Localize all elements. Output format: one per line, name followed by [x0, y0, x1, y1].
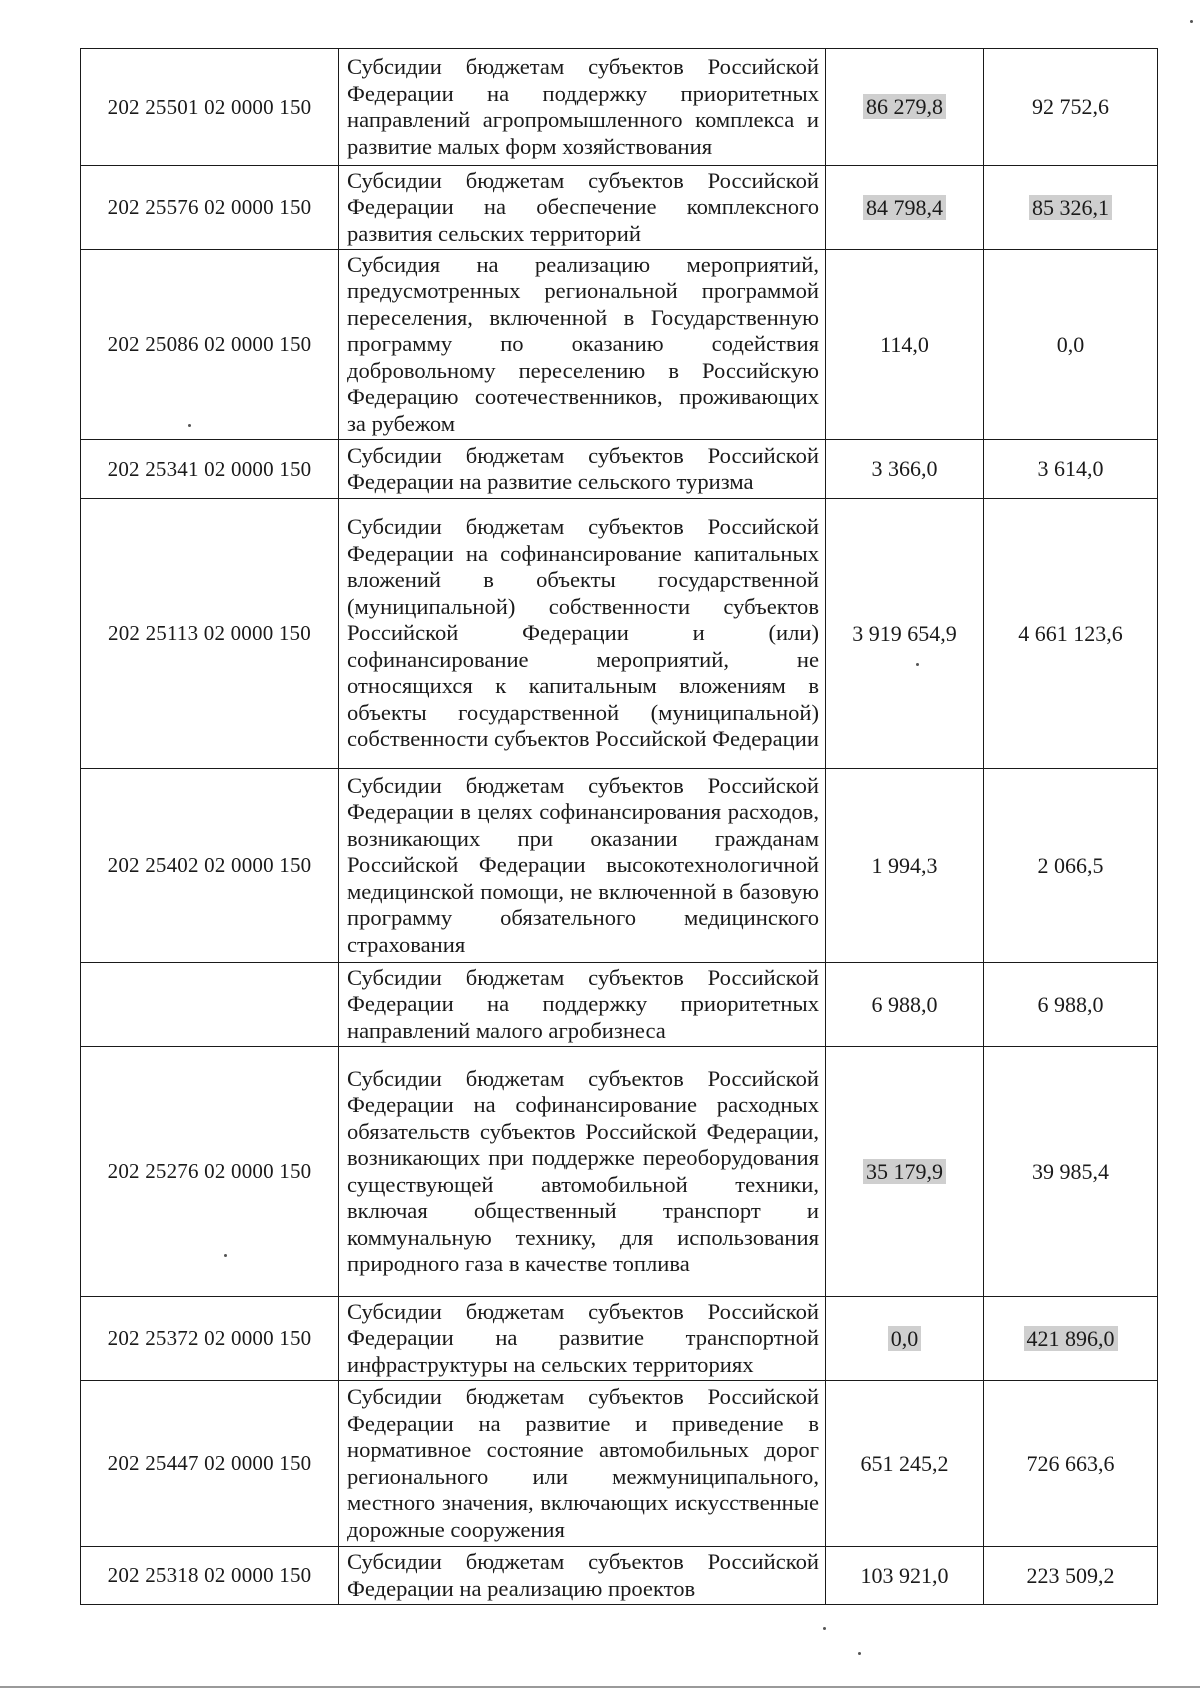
value-year2: 726 663,6 — [1026, 1450, 1115, 1476]
value-year1: 84 798,4 — [863, 195, 946, 220]
budget-table-wrap — [80, 48, 1158, 1605]
budget-subsidies-table — [80, 48, 1158, 1605]
value-year1-cell — [826, 1381, 984, 1547]
value-year1: 114,0 — [880, 331, 929, 357]
scan-speck — [224, 1254, 227, 1257]
value-year1-cell — [826, 963, 984, 1047]
value-year1: 103 921,0 — [860, 1562, 949, 1588]
value-year2: 92 752,6 — [1032, 94, 1109, 119]
table-row — [81, 1297, 1158, 1381]
value-year1-cell — [826, 166, 984, 250]
value-year1-cell — [826, 499, 984, 769]
scan-speck — [916, 663, 919, 666]
value-year1-cell — [826, 49, 984, 166]
table-row — [81, 499, 1158, 769]
description-cell: Субсидии бюджетам субъектов Российской Федерации на софинансирование расходных обязательств субъектов Российской Федерации, возникающих при поддержке переоборудования существующей автомобильной техники, включая общественный транспорт и коммунальную технику, для использования природного газа в качестве топлива — [339, 1047, 826, 1297]
value-year2: 2 066,5 — [1037, 852, 1104, 878]
value-year2: 0,0 — [1056, 331, 1085, 357]
scan-speck — [823, 1627, 826, 1630]
description-cell: Субсидии бюджетам субъектов Российской Федерации на реализацию проектов — [339, 1547, 826, 1605]
value-year1: 35 179,9 — [863, 1159, 946, 1184]
value-year1-cell — [826, 440, 984, 499]
value-year2: 6 988,0 — [1037, 991, 1104, 1017]
value-year1-cell — [826, 1297, 984, 1381]
value-year1-cell — [826, 1047, 984, 1297]
description-cell: Субсидии бюджетам субъектов Российской Федерации на развитие сельского туризма — [339, 440, 826, 499]
value-year2-cell — [984, 963, 1158, 1047]
description-cell: Субсидии бюджетам субъектов Российской Федерации на поддержку приоритетных направлений малого агробизнеса — [339, 963, 826, 1047]
value-year1: 0,0 — [888, 1326, 922, 1351]
budget-code-cell: 202 25113 02 0000 150 — [81, 499, 339, 769]
table-row — [81, 1547, 1158, 1605]
value-year2-cell — [984, 440, 1158, 499]
value-year2-cell — [984, 166, 1158, 250]
budget-code-cell — [81, 963, 339, 1047]
budget-code-cell: 202 25276 02 0000 150 — [81, 1047, 339, 1297]
value-year2-cell — [984, 250, 1158, 440]
value-year1: 3 919 654,9 — [852, 620, 957, 646]
budget-code-cell: 202 25447 02 0000 150 — [81, 1381, 339, 1547]
value-year2: 223 509,2 — [1026, 1562, 1115, 1588]
budget-code-cell: 202 25086 02 0000 150 — [81, 250, 339, 440]
budget-code-cell: 202 25402 02 0000 150 — [81, 769, 339, 963]
budget-code-cell: 202 25576 02 0000 150 — [81, 166, 339, 250]
table-row — [81, 1381, 1158, 1547]
description-cell: Субсидия на реализацию мероприятий, предусмотренных региональной программой переселения, включенной в Государственную программу по оказанию содействия добровольному переселению в Российскую Федерацию соотечественников, проживающих за рубежом — [339, 250, 826, 440]
value-year2: 3 614,0 — [1037, 456, 1104, 481]
description-cell: Субсидии бюджетам субъектов Российской Федерации на софинансирование капитальных вложений в объекты государственной (муниципальной) собственности субъектов Российской Федерации и (или) софинансирование мероприятий, не относящихся к капитальным вложениям в объекты государственной (муниципальной) собственности субъектов Российской Федерации — [339, 499, 826, 769]
table-row — [81, 1047, 1158, 1297]
value-year1: 86 279,8 — [863, 94, 946, 119]
description-cell: Субсидии бюджетам субъектов Российской Федерации на поддержку приоритетных направлений агропромышленного комплекса и развитие малых форм хозяйствования — [339, 49, 826, 166]
table-row — [81, 963, 1158, 1047]
value-year2: 421 896,0 — [1024, 1326, 1118, 1351]
description-cell: Субсидии бюджетам субъектов Российской Федерации на развитие и приведение в нормативное состояние автомобильных дорог регионального или межмуниципального, местного значения, включающих искусственные дорожные сооружения — [339, 1381, 826, 1547]
scan-speck — [188, 424, 191, 427]
budget-code-cell: 202 25318 02 0000 150 — [81, 1547, 339, 1605]
table-row — [81, 440, 1158, 499]
table-row — [81, 49, 1158, 166]
table-row — [81, 166, 1158, 250]
value-year2-cell — [984, 49, 1158, 166]
value-year2-cell — [984, 499, 1158, 769]
value-year1: 651 245,2 — [860, 1450, 949, 1476]
scan-edge-line — [0, 1686, 1200, 1688]
budget-code-cell: 202 25372 02 0000 150 — [81, 1297, 339, 1381]
value-year2-cell — [984, 1381, 1158, 1547]
scan-speck — [1190, 20, 1193, 23]
budget-code-cell: 202 25341 02 0000 150 — [81, 440, 339, 499]
value-year2-cell — [984, 1047, 1158, 1297]
value-year2: 39 985,4 — [1032, 1158, 1109, 1184]
value-year1-cell — [826, 250, 984, 440]
description-cell: Субсидии бюджетам субъектов Российской Федерации на развитие транспортной инфраструктуры на сельских территориях — [339, 1297, 826, 1381]
table-body — [81, 49, 1158, 1605]
table-row — [81, 250, 1158, 440]
description-cell: Субсидии бюджетам субъектов Российской Федерации на обеспечение комплексного развития сельских территорий — [339, 166, 826, 250]
table-row — [81, 769, 1158, 963]
value-year1: 6 988,0 — [871, 991, 938, 1017]
description-cell: Субсидии бюджетам субъектов Российской Федерации в целях софинансирования расходов, возникающих при оказании гражданам Российской Федерации высокотехнологичной медицинской помощи, не включенной в базовую программу обязательного медицинского страхования — [339, 769, 826, 963]
scan-speck — [858, 1652, 861, 1655]
value-year1-cell — [826, 1547, 984, 1605]
value-year2: 85 326,1 — [1029, 195, 1112, 220]
value-year2-cell — [984, 769, 1158, 963]
value-year2: 4 661 123,6 — [1018, 620, 1123, 646]
value-year1: 1 994,3 — [871, 852, 938, 878]
value-year1: 3 366,0 — [871, 456, 938, 481]
budget-code-cell: 202 25501 02 0000 150 — [81, 49, 339, 166]
value-year2-cell — [984, 1547, 1158, 1605]
value-year1-cell — [826, 769, 984, 963]
value-year2-cell — [984, 1297, 1158, 1381]
